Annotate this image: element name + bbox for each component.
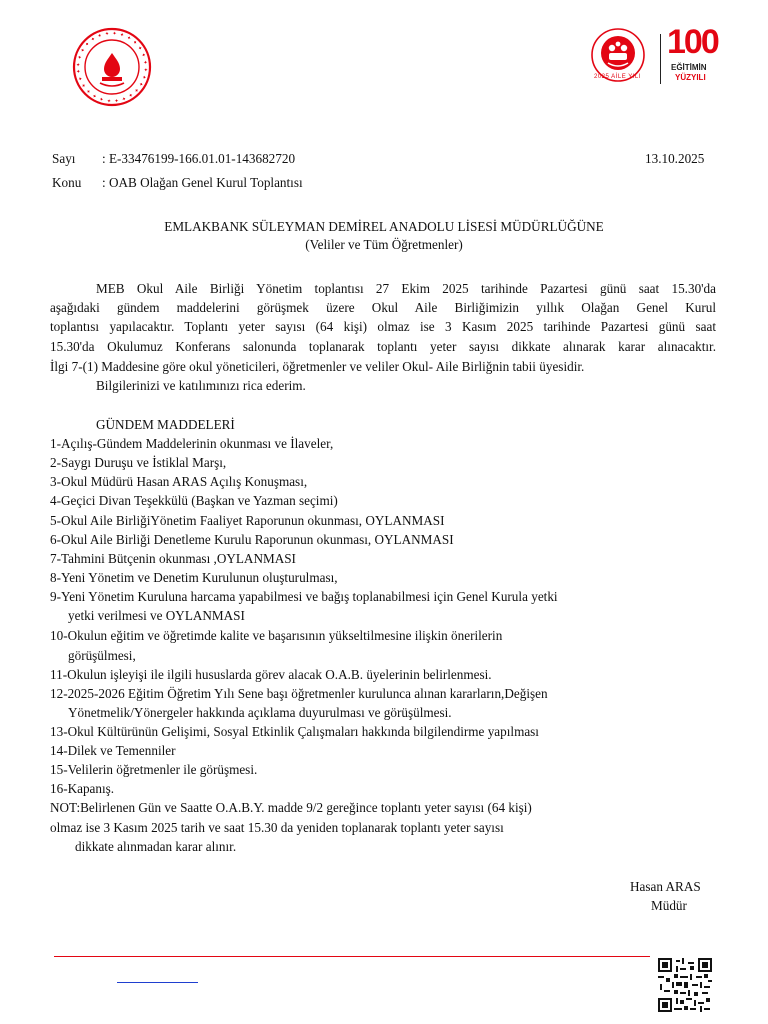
- agenda-item: 4-Geçici Divan Teşekkülü (Başkan ve Yazman seçimi): [50, 493, 338, 508]
- document-date: 13.10.2025: [645, 151, 705, 166]
- agenda-title: GÜNDEM MADDELERİ: [96, 417, 235, 432]
- centennial-caption-2: YÜZYILI: [675, 73, 706, 82]
- centennial-caption-1: EĞİTİMİN: [671, 63, 707, 72]
- agenda-item: 14-Dilek ve Temenniler: [50, 743, 176, 758]
- body-line-3: toplantısı yapılacaktır. Toplantı yeter sayısı (64 kişi) olmaz ise 3 Kasım 2025 tarihinde Pazartesi günü saat: [50, 319, 716, 334]
- note-line: olmaz ise 3 Kasım 2025 tarih ve saat 15.30 da yeniden toplanarak toplantı yeter sayısı: [50, 820, 504, 835]
- signatory-name: Hasan ARAS: [630, 879, 701, 894]
- agenda-item: 7-Tahmini Bütçenin okunması ,OYLANMASI: [50, 551, 296, 566]
- agenda-item: 11-Okulun işleyişi ile ilgili hususlarda görev alacak O.A.B. üyelerinin belirlenmesi.: [50, 667, 492, 682]
- body-line-4: 15.30'da Okulumuz Konferans salonunda toplanarak toplantı yeter sayısı dikkate alınarak karar alınacaktır.: [50, 339, 716, 354]
- agenda-item: 9-Yeni Yönetim Kuruluna harcama yapabilmesi ve bağış toplanabilmesi için Genel Kurula yetki: [50, 589, 558, 604]
- agenda-item: 13-Okul Kültürünün Gelişimi, Sosyal Etkinlik Çalışmaları hakkında bilgilendirme yapılması: [50, 724, 539, 739]
- agenda-item: 10-Okulun eğitim ve öğretimde kalite ve başarısının yükseltilmesine ilişkin önerilerin: [50, 628, 503, 643]
- qr-code-icon: [658, 958, 712, 1012]
- closing-line: Bilgilerinizi ve katılımınızı rica ederim.: [96, 378, 306, 393]
- agenda-item: 6-Okul Aile Birliği Denetleme Kurulu Raporunun okunması, OYLANMASI: [50, 532, 454, 547]
- meb-seal-icon: [72, 27, 152, 107]
- agenda-item: 12-2025-2026 Eğitim Öğretim Yılı Sene başı öğretmenler kurulunca alınan kararların,Değişen: [50, 686, 548, 701]
- footer-link[interactable]: [117, 982, 198, 983]
- note-line: dikkate alınmadan karar alınır.: [75, 839, 237, 854]
- body-line-2: aşağıdaki gündem maddelerini görüşmek üzere Okul Aile Birliğimizin yıllık Olağan Genel Kurul: [50, 300, 716, 315]
- agenda-item: 15-Velilerin öğretmenler ile görüşmesi.: [50, 762, 258, 777]
- agenda-item: 3-Okul Müdürü Hasan ARAS Açılış Konuşması,: [50, 474, 308, 489]
- aile-yili-caption: 2025 AİLE YILI: [594, 74, 641, 80]
- addressee-line-2: (Veliler ve Tüm Öğretmenler): [305, 237, 463, 252]
- meb-seal-logo: [72, 27, 152, 107]
- footer-divider: [54, 956, 650, 957]
- note-line: NOT:Belirlenen Gün ve Saatte O.A.B.Y. madde 9/2 gereğince toplantı yeter sayısı (64 kişi): [50, 800, 532, 815]
- agenda-item-continued: Yönetmelik/Yönergeler hakkında açıklama duyurulması ve görüşülmesi.: [68, 705, 452, 720]
- agenda-item: 16-Kapanış.: [50, 781, 115, 796]
- agenda-item: 5-Okul Aile BirliğiYönetim Faaliyet Raporunun okunması, OYLANMASI: [50, 513, 445, 528]
- svg-text:✦ ✦ ✦ ✦ ✦ ✦ ✦ ✦ ✦ ✦ ✦ ✦ ✦ ✦ ✦: ✦ ✦ ✦ ✦ ✦ ✦ ✦ ✦ ✦ ✦ ✦ ✦ ✦ ✦ ✦ ✦ ✦ ✦ ✦ ✦ ✦ ✦ ✦ ✦ ✦ ✦ ✦ ✦: [75, 30, 149, 104]
- agenda-item: 2-Saygı Duruşu ve İstiklal Marşı,: [50, 455, 227, 470]
- konu-value: : OAB Olağan Genel Kurul Toplantısı: [102, 175, 303, 190]
- agenda-item: 1-Açılış-Gündem Maddelerinin okunması ve İlaveler,: [50, 436, 334, 451]
- agenda-item: 8-Yeni Yönetim ve Denetim Kurulunun oluşturulması,: [50, 570, 338, 585]
- logo-divider: [660, 34, 661, 84]
- centennial-number: 100: [667, 23, 718, 61]
- agenda-item-continued: yetki verilmesi ve OYLANMASI: [68, 608, 245, 623]
- sayi-label: Sayı: [52, 151, 76, 166]
- agenda-item-continued: görüşülmesi,: [68, 648, 136, 663]
- ilgi-line: İlgi 7-(1) Maddesine göre okul yöneticileri, öğretmenler ve veliler Okul- Aile Birliğnin tabii üyesidir.: [50, 359, 585, 374]
- signatory-title: Müdür: [651, 898, 687, 913]
- konu-label: Konu: [52, 175, 82, 190]
- body-line-1: MEB Okul Aile Birliği Yönetim toplantısı 27 Ekim 2025 tarihinde Pazartesi günü saat 15.30'da: [96, 281, 716, 296]
- sayi-value: : E-33476199-166.01.01-143682720: [102, 151, 296, 166]
- addressee-line-1: EMLAKBANK SÜLEYMAN DEMİREL ANADOLU LİSESİ MÜDÜRLÜĞÜNE: [164, 219, 604, 234]
